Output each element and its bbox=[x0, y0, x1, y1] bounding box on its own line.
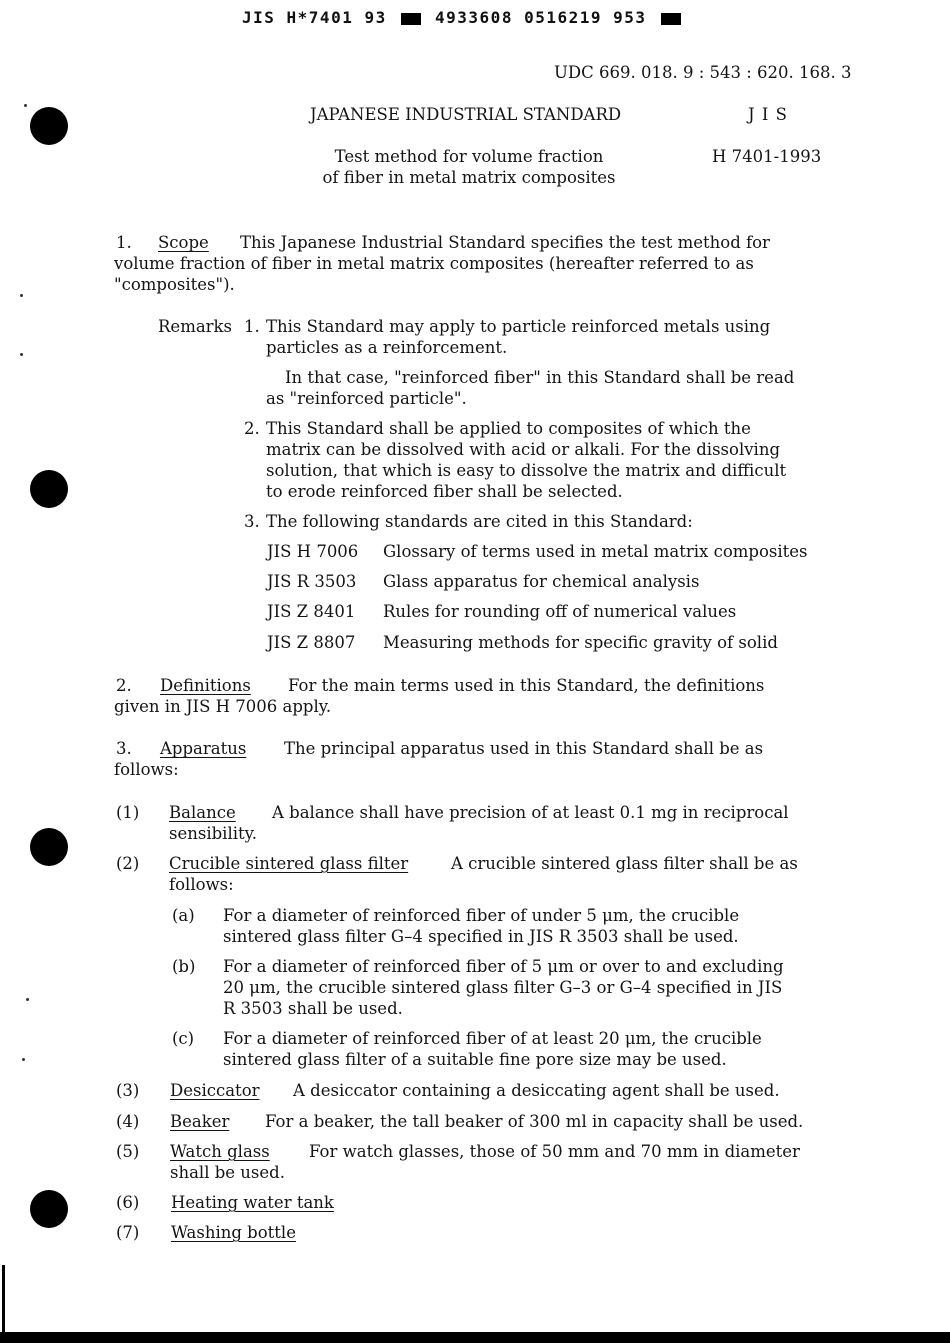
header-block-mark bbox=[661, 13, 681, 25]
item-line: For watch glasses, those of 50 mm and 70 mm in diameter bbox=[309, 1142, 800, 1161]
header-code-text: JIS H*7401 93 bbox=[242, 8, 387, 27]
cited-standard-code: JIS H 7006 bbox=[267, 542, 359, 561]
cited-standard-code: JIS R 3503 bbox=[267, 572, 357, 591]
paragraph-line: given in JIS H 7006 apply. bbox=[114, 697, 332, 716]
title-line: of fiber in metal matrix composites bbox=[322, 168, 616, 187]
remark-line: This Standard may apply to particle reinforced metals using bbox=[266, 317, 771, 336]
subitem-letter: (b) bbox=[172, 957, 196, 976]
scan-speck bbox=[20, 353, 23, 356]
jis-label: J I S bbox=[748, 105, 788, 124]
section-heading: Definitions bbox=[160, 676, 251, 695]
remark-line: particles as a reinforcement. bbox=[266, 338, 508, 357]
paragraph-line: This Japanese Industrial Standard specifies the test method for bbox=[240, 233, 770, 252]
item-number: (2) bbox=[116, 854, 140, 873]
item-number: (3) bbox=[116, 1081, 140, 1100]
item-heading: Balance bbox=[169, 803, 236, 822]
binder-hole-4 bbox=[30, 1190, 68, 1228]
scan-speck bbox=[22, 1058, 25, 1061]
scan-speck bbox=[24, 104, 27, 107]
document-header-code bbox=[242, 8, 684, 27]
subitem-letter: (a) bbox=[172, 906, 195, 925]
subitem-line: For a diameter of reinforced fiber of under 5 μm, the crucible bbox=[223, 906, 740, 925]
item-line: shall be used. bbox=[170, 1163, 285, 1182]
item-number: (6) bbox=[116, 1193, 140, 1212]
remark-line: solution, that which is easy to dissolve the matrix and difficult bbox=[266, 461, 787, 480]
item-number: (4) bbox=[116, 1112, 140, 1131]
item-heading: Watch glass bbox=[170, 1142, 270, 1161]
scan-bottom-border bbox=[0, 1332, 950, 1343]
remark-line: The following standards are cited in this Standard: bbox=[266, 512, 693, 531]
item-number: (1) bbox=[116, 803, 140, 822]
standard-code: H 7401-1993 bbox=[712, 147, 822, 166]
section-heading: Apparatus bbox=[160, 739, 247, 758]
item-line: follows: bbox=[169, 875, 234, 894]
paragraph-line: The principal apparatus used in this Standard shall be as bbox=[284, 739, 764, 758]
remark-number: 3. bbox=[244, 512, 260, 531]
scan-speck bbox=[20, 294, 23, 297]
remark-line: This Standard shall be applied to composites of which the bbox=[266, 419, 751, 438]
cited-standard-code: JIS Z 8401 bbox=[267, 602, 356, 621]
subitem-line: For a diameter of reinforced fiber of 5 μm or over to and excluding bbox=[223, 957, 784, 976]
remark-line: to erode reinforced fiber shall be selected. bbox=[266, 482, 623, 501]
paragraph-line: "composites"). bbox=[114, 275, 235, 294]
section-number: 3. bbox=[116, 739, 132, 758]
remark-number: 1. bbox=[244, 317, 260, 336]
item-line: A balance shall have precision of at least 0.1 mg in reciprocal bbox=[272, 803, 789, 822]
remark-line: matrix can be dissolved with acid or alkali. For the dissolving bbox=[266, 440, 781, 459]
cited-standard-title: Glass apparatus for chemical analysis bbox=[383, 572, 700, 591]
title-line: Test method for volume fraction bbox=[334, 147, 604, 166]
cited-standard-title: Measuring methods for specific gravity of solid bbox=[383, 633, 778, 652]
section-number: 2. bbox=[116, 676, 132, 695]
paragraph-line: For the main terms used in this Standard, the definitions bbox=[288, 676, 765, 695]
binder-hole-3 bbox=[30, 828, 68, 866]
remark-number: 2. bbox=[244, 419, 260, 438]
subitem-line: sintered glass filter G–4 specified in JIS R 3503 shall be used. bbox=[223, 927, 739, 946]
header-block-mark bbox=[401, 13, 421, 25]
subitem-line: For a diameter of reinforced fiber of at least 20 μm, the crucible bbox=[223, 1029, 762, 1048]
binder-hole-2 bbox=[30, 470, 68, 508]
item-heading: Desiccator bbox=[170, 1081, 260, 1100]
item-heading: Crucible sintered glass filter bbox=[169, 854, 409, 873]
cited-standard-title: Rules for rounding off of numerical values bbox=[383, 602, 737, 621]
item-heading: Heating water tank bbox=[171, 1193, 334, 1212]
remark-line: In that case, "reinforced fiber" in this Standard shall be read bbox=[285, 368, 795, 387]
item-number: (7) bbox=[116, 1223, 140, 1242]
paragraph-line: volume fraction of fiber in metal matrix composites (hereafter referred to as bbox=[114, 254, 754, 273]
subitem-line: 20 μm, the crucible sintered glass filter G–3 or G–4 specified in JIS bbox=[223, 978, 783, 997]
remarks-label: Remarks bbox=[158, 317, 233, 336]
paragraph-line: follows: bbox=[114, 760, 179, 779]
binder-hole-1 bbox=[30, 107, 68, 145]
subitem-line: R 3503 shall be used. bbox=[223, 999, 403, 1018]
item-line: For a beaker, the tall beaker of 300 ml in capacity shall be used. bbox=[265, 1112, 804, 1131]
udc-classification: UDC 669. 018. 9 : 543 : 620. 168. 3 bbox=[554, 63, 852, 82]
section-number: 1. bbox=[116, 233, 132, 252]
item-heading: Beaker bbox=[170, 1112, 230, 1131]
standard-organization: JAPANESE INDUSTRIAL STANDARD bbox=[310, 105, 622, 124]
section-heading: Scope bbox=[158, 233, 209, 252]
scan-left-mark bbox=[2, 1265, 5, 1333]
item-line: A desiccator containing a desiccating agent shall be used. bbox=[293, 1081, 780, 1100]
cited-standard-title: Glossary of terms used in metal matrix composites bbox=[383, 542, 808, 561]
header-code-number: 4933608 0516219 953 bbox=[435, 8, 647, 27]
item-line: A crucible sintered glass filter shall be as bbox=[451, 854, 798, 873]
subitem-line: sintered glass filter of a suitable fine pore size may be used. bbox=[223, 1050, 727, 1069]
scan-speck bbox=[26, 998, 29, 1001]
subitem-letter: (c) bbox=[172, 1029, 195, 1048]
item-heading: Washing bottle bbox=[171, 1223, 296, 1242]
remark-line: as "reinforced particle". bbox=[266, 389, 467, 408]
document-title bbox=[310, 146, 628, 188]
item-line: sensibility. bbox=[169, 824, 258, 843]
item-number: (5) bbox=[116, 1142, 140, 1161]
cited-standard-code: JIS Z 8807 bbox=[267, 633, 356, 652]
